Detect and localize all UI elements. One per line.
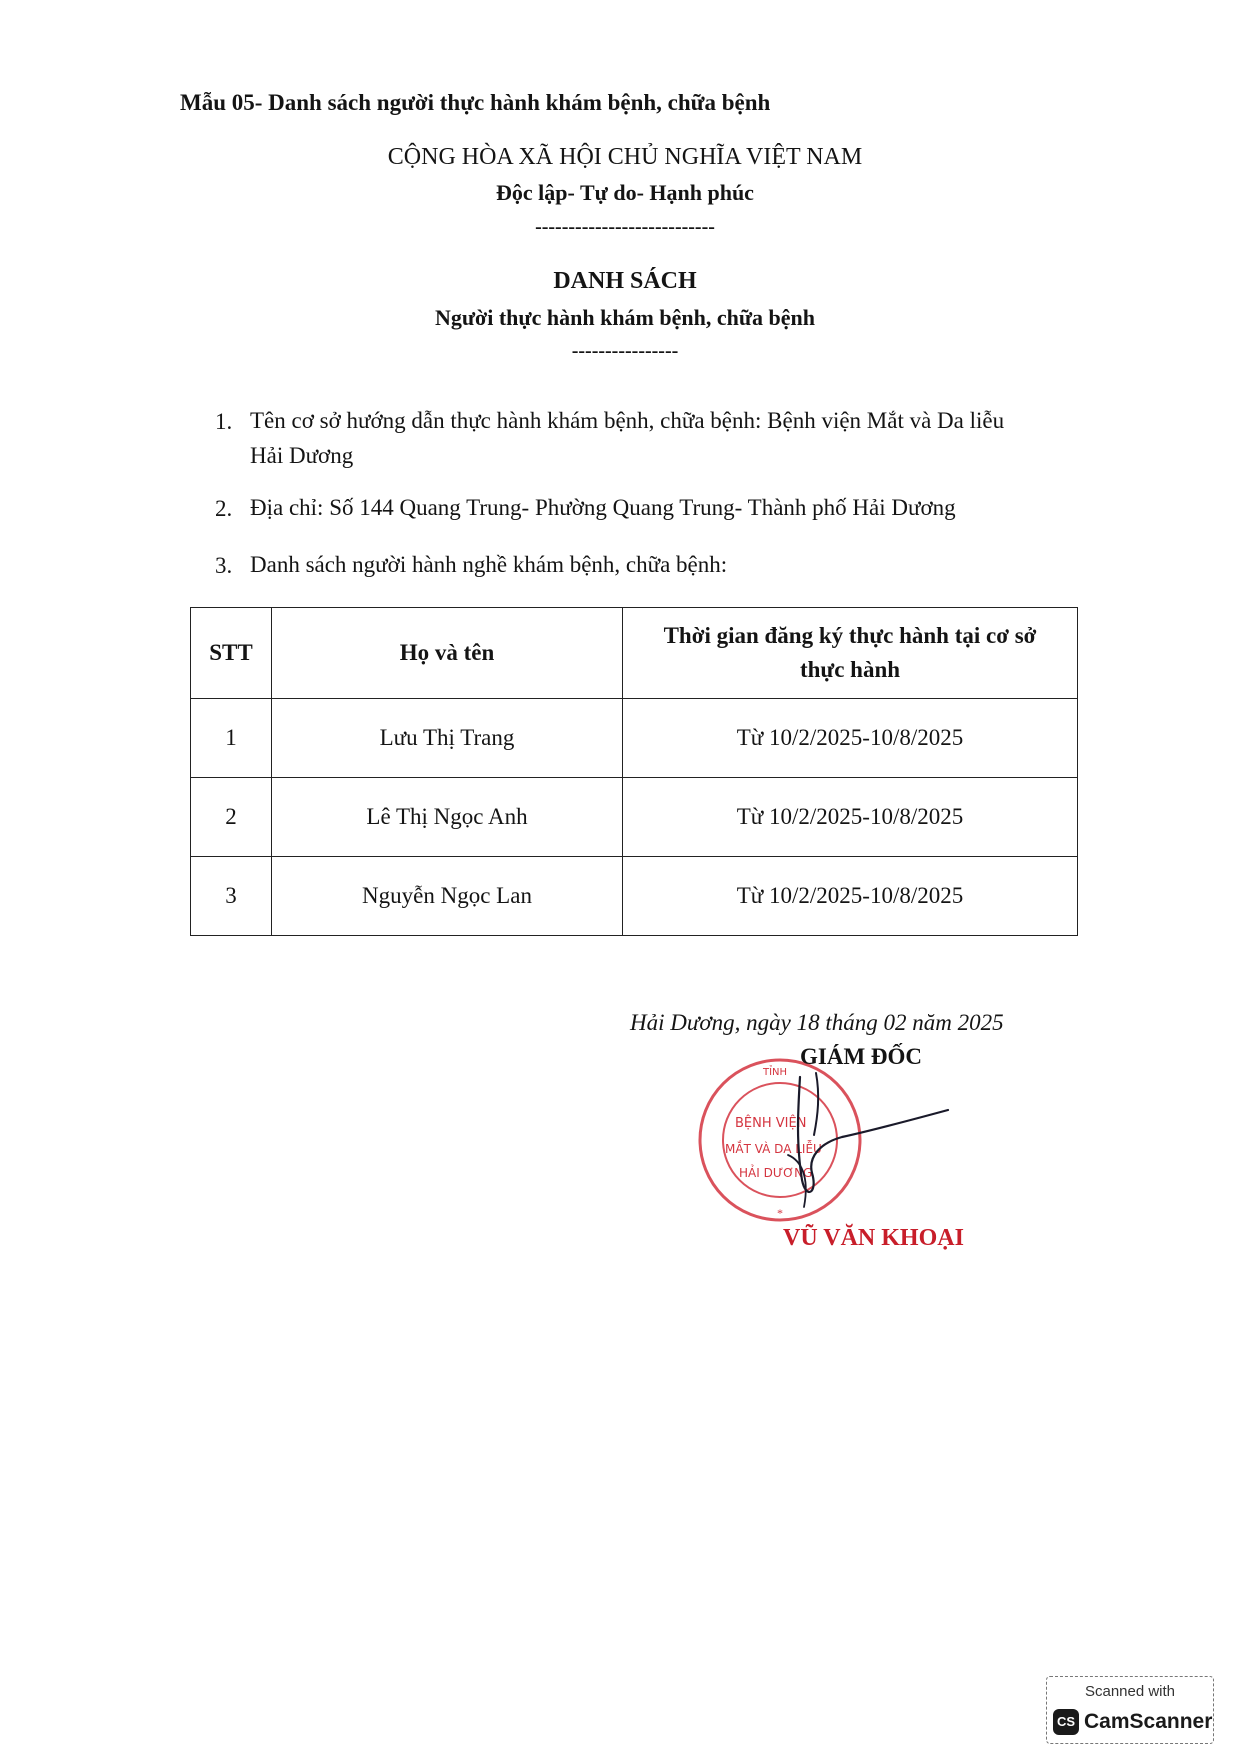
- camscanner-brand: CamScanner: [1084, 1710, 1213, 1733]
- facility-name-line: Hải Dương: [250, 443, 354, 468]
- list-item: [250, 403, 1004, 473]
- signature-stroke: [814, 1073, 818, 1135]
- form-title: Mẫu 05- Danh sách người thực hành khám bệnh, chữa bệnh: [180, 90, 771, 115]
- cell-name: Nguyễn Ngọc Lan: [272, 857, 623, 936]
- camscanner-logo-icon: CS: [1053, 1709, 1079, 1735]
- header-stt: STT: [191, 608, 272, 699]
- table-row: [191, 778, 1078, 857]
- motto: Độc lập- Tự do- Hạnh phúc: [496, 180, 754, 205]
- scanned-with-label: Scanned with: [1084, 1683, 1176, 1700]
- cell-period: Từ 10/2/2025-10/8/2025: [623, 778, 1078, 857]
- cell-name: Lưu Thị Trang: [272, 699, 623, 778]
- cell-period: Từ 10/2/2025-10/8/2025: [623, 699, 1078, 778]
- list-item-number: 2.: [215, 496, 233, 521]
- cell-stt: 2: [191, 778, 272, 857]
- header-name: Họ và tên: [272, 608, 623, 699]
- document-subtitle: Người thực hành khám bệnh, chữa bệnh: [434, 305, 816, 330]
- separator-line: ----------------: [571, 340, 679, 362]
- address-line: Địa chỉ: Số 144 Quang Trung- Phường Quang Trung- Thành phố Hải Dương: [250, 495, 956, 520]
- cell-stt: 3: [191, 857, 272, 936]
- table-header-row: [191, 608, 1078, 699]
- document-title: DANH SÁCH: [553, 268, 697, 294]
- stamp-text: BỆNH VIỆN: [735, 1116, 807, 1131]
- table-row: [191, 699, 1078, 778]
- list-item-number: 3.: [215, 553, 233, 578]
- place-date: Hải Dương, ngày 18 tháng 02 năm 2025: [630, 1010, 1004, 1035]
- stamp-text: MẮT VÀ DA LIỄU: [725, 1142, 822, 1156]
- signature-stroke: [798, 1077, 948, 1192]
- stamp-star: *: [777, 1206, 783, 1220]
- nation-heading: CỘNG HÒA XÃ HỘI CHỦ NGHĨA VIỆT NAM: [387, 144, 863, 170]
- table-row: [191, 857, 1078, 936]
- cell-name: Lê Thị Ngọc Anh: [272, 778, 623, 857]
- list-item-number: 1.: [215, 409, 233, 434]
- handwritten-signature: [780, 1065, 960, 1215]
- header-period-line: thực hành: [799, 657, 901, 682]
- header-period-line: Thời gian đăng ký thực hành tại cơ sở: [663, 623, 1037, 648]
- stamp-text: TỈNH: [763, 1067, 788, 1078]
- cell-stt: 1: [191, 699, 272, 778]
- separator-line: ---------------------------: [535, 216, 715, 238]
- practitioner-table: [190, 607, 1078, 936]
- signer-role: GIÁM ĐỐC: [800, 1044, 923, 1069]
- signer-name: VŨ VĂN KHOẠI: [783, 1225, 964, 1251]
- camscanner-watermark: [1046, 1676, 1214, 1744]
- cell-period: Từ 10/2/2025-10/8/2025: [623, 857, 1078, 936]
- facility-name-line: Tên cơ sở hướng dẫn thực hành khám bệnh, chữa bệnh: Bệnh viện Mắt và Da liễu: [250, 408, 1005, 433]
- list-heading: Danh sách người hành nghề khám bệnh, chữa bệnh:: [250, 552, 728, 577]
- header-period: [623, 608, 1078, 699]
- stamp-text: HẢI DƯƠNG: [739, 1166, 813, 1180]
